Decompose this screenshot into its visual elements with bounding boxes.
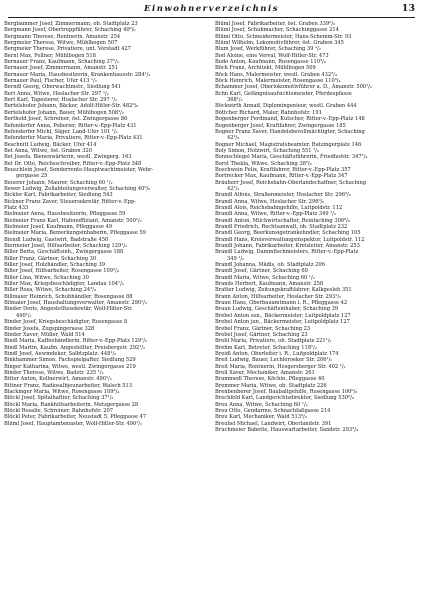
directory-entry: Platz 433 bbox=[4, 204, 29, 211]
directory-entry: Binder Doris, Angestelltesekretär, Wolf-Hitler-Str. bbox=[4, 306, 133, 313]
directory-entry: Bogner Michael, Magistratsbeamter, Ratzingerplatz 146 bbox=[215, 141, 362, 148]
directory-entry: Bet Josefa, Bienenwärterin, westl. Zwingerg. 163 bbox=[4, 154, 132, 161]
directory-entry: Blüml Otto, Schneidermeister, Hans-Schemm-Str. 93 bbox=[215, 33, 352, 40]
directory-entry: Biller Max, Kriegsbeschädigter, Landau 104¹/₂ bbox=[4, 281, 124, 288]
directory-entry: 368¹/₂ bbox=[227, 97, 243, 104]
directory-entry: Boly Simon, Holzwirt, Schaching 551 ¹/₂ bbox=[215, 147, 319, 154]
directory-entry: Bickler Karl, Fabrikarbeiter, Siedlung 543 bbox=[4, 192, 113, 199]
directory-entry: Biller Lina, Witwe, Schaching 30 bbox=[4, 274, 89, 281]
directory-entry: Biller Berta, Geschäftsinh., Zwingergasse 188 bbox=[4, 249, 124, 256]
page-header bbox=[8, 3, 415, 18]
directory-entry: Brebel Franz, Gärtner, Schaching 23 bbox=[215, 325, 311, 332]
directory-entry: Bitter Anton, Kellnerwirt, Amanstr. 490¹/₂ bbox=[4, 376, 112, 383]
directory-entry: Brenbenberer Josef, Baubaltgehilfe, Rosengasse 100⁰/₀ bbox=[215, 388, 358, 395]
directory-entry: Bernauer Franz, Kaufmann, Schaching 37¹/₂ bbox=[4, 59, 119, 66]
directory-entry: Boschwein Felix, Kraftfahrer, Ritter-v.-Epp-Platz 357 bbox=[215, 166, 351, 173]
directory-entry: Bchammer Josef, Oberlokomotivführer a. D., Amanstr. 500¹/₂ bbox=[215, 84, 372, 91]
directory-entry: Brandl Hans, Kreisverwaltungsinspektor, Luitpoldstr. 112 bbox=[215, 236, 365, 243]
directory-entry: Blackinger Maria, Witwe, Rosengasse 109³/₄ bbox=[4, 388, 120, 395]
directory-entry: Berthold Josef, Schreiner, öst. Zwingergasse 86 bbox=[4, 116, 128, 123]
directory-entry: Beschnitt Ludwig, Bäcker, Ufer 414 bbox=[4, 141, 97, 148]
left-column bbox=[4, 21, 204, 427]
directory-entry: Bchn Karl, Gefängnisaufsichtsmeister, Pferdespfasse bbox=[215, 90, 352, 97]
directory-entry: Breit Ludwig, Bauer, Lechleroeker Str. 206¹/₂ bbox=[215, 357, 333, 364]
directory-entry: Brandl Anna, Witwe, Ritter-v.-Epp-Platz 349 ¹/₂ bbox=[215, 211, 337, 218]
directory-entry: Breu Karl, Mechaniker, Wald 513³/₄ bbox=[215, 414, 307, 421]
directory-entry: Brandl Friedrich, Rechtsanwalt, ob. Stadtplatz 232 bbox=[215, 224, 348, 230]
directory-entry: Breil Xaver, Mechaniker, Amanstr. 261 bbox=[215, 369, 315, 376]
directory-entry: Böck Heinrich, Malermeister, Rosengasse 110³/₄ bbox=[215, 78, 341, 85]
directory-entry: Befenderfer Michl, Säger, Land-Ufer 101 ¹/₂ bbox=[4, 128, 118, 135]
directory-entry: Befenderfer Maria, Privatiere, Ritter-v.-Epp-Platz 431 bbox=[4, 135, 143, 142]
directory-entry: Bewer Ludwig, Zollabteilungsverwalter, Schaching 40⁰/₀ bbox=[4, 185, 151, 192]
directory-entry: gergasse 25 bbox=[16, 173, 48, 180]
page-number: 13 bbox=[401, 3, 415, 14]
directory-entry: Bittner Franz, Radiosalbjeunarbeiter, Walsch 513 bbox=[4, 382, 132, 389]
directory-entry: Bergmeier Therese, Witwe, Mühlbogen 507 bbox=[4, 40, 118, 47]
directory-entry: Brandl Johanna, Mädls, ob. Stadtplatz 206 bbox=[215, 262, 325, 269]
directory-entry: Brandl Alois, Reichsbahngehilfe, Luitpoldstr. 112 bbox=[215, 204, 343, 211]
directory-entry: Biller Franz, Gärtner, Schaching 30 bbox=[4, 255, 97, 262]
directory-entry: 42¹/₂ bbox=[227, 185, 240, 192]
directory-entry: Brandl Georg, Beerkunsigetrankehndler, Schaching 105 bbox=[215, 230, 361, 237]
directory-entry: 42¹/₂ bbox=[227, 135, 240, 142]
directory-entry: Blüml Josef, Fabrikarbeiter, öst. Graben 339⁰/₀ bbox=[215, 21, 335, 27]
directory-entry: Brebel Anton sen., Bäckermeister, Luitpoldplatz 127 bbox=[215, 312, 351, 319]
directory-entry: Brebel Josef, Gärtner, Schaching 23 bbox=[215, 331, 308, 338]
directory-entry: Brands Herbert, Kaufmann, Amanstr. 258 bbox=[215, 281, 324, 288]
directory-entry: Bräuherr Josef, Reichsbahn-Oberlandschaffner, Schaching bbox=[215, 179, 367, 186]
directory-entry: Bremmer Maria, Witwe, ob. Stadtplatz 226 bbox=[215, 382, 327, 389]
directory-entry: Brandl Ludwig, Dammfischmeisters, Ritter-v.-Epp-Platz bbox=[215, 249, 359, 256]
directory-entry: Böck Hans, Malermeister, westl. Graben 432³/₄ bbox=[215, 71, 337, 78]
directory-entry: Blöckl Josef, Spitalhaftier, Schaching 37¹/₂ bbox=[4, 395, 114, 402]
directory-entry: Bilmaier Josef, Haushaltungsverwalter, Amanstr. 290¹/₂ bbox=[4, 300, 147, 307]
directory-entry: Brammedl Therese, Köchin, Pfleggasse 40 bbox=[215, 376, 325, 383]
directory-entry: Bielmeier Maria, Bemerkungsinhaberin, Pfleggasse 59 bbox=[4, 230, 146, 237]
directory-entry: Borst Thekla, Witwe, Schaching 38⁰/₀ bbox=[215, 160, 312, 167]
page-title: Einwohnerverzeichnis bbox=[144, 4, 279, 14]
directory-entry: Blöckl Peter, Fabrikarbeiter, Neustadt 5. Pfleggasse 47 bbox=[4, 414, 147, 421]
directory-entry: Bod Aloine, eine Verval, Wolf-Hitler-Str. 473 bbox=[215, 52, 329, 59]
directory-entry: Blüml Josef, Hauptamtsmaster, Wolf-Hitler-Str. 490¹/₂ bbox=[4, 420, 142, 427]
directory-entry: Blum Josef, Werkführer, Schaching 39 ¹/₂ bbox=[215, 46, 321, 53]
directory-entry: Biller Rosa, Witwe, Schaching 24³/₄ bbox=[4, 287, 96, 294]
directory-entry: Brandl Anton, Milchwirtschafter, Reinfaching 306⁰/₀ bbox=[215, 217, 350, 224]
directory-entry: Brechfeld Karl, Landgerichtsdirektor, Siedlung 530⁰/₀ bbox=[215, 395, 354, 402]
directory-entry: Blöckl Rosalie, Schreiner, Bahnhofstr. 207 bbox=[4, 407, 114, 414]
directory-entry: Bergmann Josef, Obertruppführer, Schaching 40⁰/₀ bbox=[4, 27, 136, 34]
directory-entry: Brehm Karl, Betreter, Schaching 118¹/₂ bbox=[215, 344, 317, 351]
directory-entry: Brandl Johann, Fabrikarbeiter, Kreisleiter, Amanstr. 253 bbox=[215, 243, 360, 250]
directory-entry: Breidl Anton, Oberleiter i. R., Luitpoldplatz 174 bbox=[215, 350, 339, 357]
directory-entry: Bernauer Maria, Hausbesitzerin, Krankenhausstr. 284¹/₂ bbox=[4, 71, 151, 78]
directory-entry: Bickner Franz Zaver, Steuersekretär, Ritter-v.-Epp- bbox=[4, 198, 136, 205]
directory-entry: Billmaier Heinrich, Schuhhändler, Rosengasse 88 bbox=[4, 293, 133, 300]
directory-entry: Braun Ludwig, Geschäftsinhaber, Schaching 39 bbox=[215, 306, 339, 313]
directory-entry: Brann Anton, Hilfsarbeiter, Hoslacher Str. 293¹/₂ bbox=[215, 293, 342, 300]
directory-entry: Befenderfer Anna, Polierier, Ritter-v.-Epp-Platz 431 bbox=[4, 122, 137, 129]
directory-entry: Bielmeier Anna, Hausbesitzerin, Pfleggasse 59 bbox=[4, 211, 126, 218]
directory-entry: Bet Dr. Otto, Reichsschreiber, Ritter-v.-Epp-Platz 348 bbox=[4, 160, 142, 167]
directory-entry: Binder Josef, Kriegsbeschädigter, Rosengasse 8 bbox=[4, 319, 128, 326]
directory-entry: Bergbammer Josef, Zimmermann, ob. Stadtplatz 23 bbox=[4, 21, 138, 27]
directory-entry: Bet Anna, Witwe, öst. Graben 320 bbox=[4, 147, 92, 154]
directory-entry: Braun Hans, Oberbauamtmann i. R., Pfleggasse 42 bbox=[215, 300, 348, 307]
directory-entry: Bogenberger Josef, Kraftfahrer, Zwingergasse 185 bbox=[215, 122, 346, 129]
directory-entry: Bernauer Josef, Zimmermann, Amanstr. 251 bbox=[4, 65, 119, 72]
directory-entry: Binder Xaver, Müller, Wald 514 bbox=[4, 331, 85, 338]
directory-entry: Bindl Maria, Kaffeehändlerin, Ritter-v.-Epp-Platz 129¹/₂ bbox=[4, 338, 147, 345]
directory-entry: Bindl Martin, Kaufm. Angestellter, Preisbergstr. 292¹/₂ bbox=[4, 344, 146, 351]
directory-entry: Breuhel Michael, Landwirt, Oberlandstr. 391 bbox=[215, 420, 332, 427]
directory-entry: Biller Josef, Hilfsarbeiter, Rosengasse 109³/₄ bbox=[4, 268, 119, 275]
directory-entry: 490¹/₂ bbox=[16, 312, 32, 319]
directory-entry: Binger Katharina, Witwe, westl. Zwingergasse 219 bbox=[4, 363, 136, 370]
directory-entry: Blüml Josef, Schuhmacher, Schachinggasse 214 bbox=[215, 27, 339, 34]
directory-entry: Bodo Anton, Kaufmann, Rosengasse 110³/₄ bbox=[215, 59, 326, 66]
directory-entry: Binkhammer Simon, Fachspielpafter, Siedlung 529 bbox=[4, 357, 136, 364]
directory-entry: Bonnschlegel Maria, Geschäftsführerin, Friedhofstr. 347¹/₄ bbox=[215, 154, 368, 161]
directory-entry: Böttcher Richard, Maler, Bahnhofstr. 191 bbox=[215, 109, 322, 116]
directory-entry: Bernl Max, Fellner, Mühlbogen 518 bbox=[4, 52, 96, 59]
directory-entry: Blöckl Maria, Rankhilfsarbeiterin, Metzgergasse 28 bbox=[4, 401, 139, 408]
directory-entry: Bielmeier Josef, Kaufmann, Pfleggasse 49 bbox=[4, 224, 112, 230]
directory-entry: Binder Josefa, Zugspingerasse 328 bbox=[4, 325, 95, 332]
directory-entry: Breu Otto, Gendarme, Schnachfaßgasse 214 bbox=[215, 407, 331, 414]
directory-entry: Brandl Maria, Witwe, Schaching 60 ¹/₂ bbox=[215, 274, 315, 281]
directory-entry: Bogner Franz Xaver, Handelsbevollmächtigter, Schaching bbox=[215, 128, 365, 135]
directory-entry: Brandl Alfons, Straßenmeister, Hoslacher Str. 296⁰/₀ bbox=[215, 192, 351, 199]
right-column bbox=[215, 21, 415, 433]
directory-entry: Brebl Maria, Privatiere, ob. Stadtplatz 221¹/₂ bbox=[215, 338, 332, 345]
directory-entry: Bindl Josef, Auwmdeker, Salbtzplatz. 448¹/₂ bbox=[4, 350, 117, 357]
directory-entry: Bernauer Paul, Fischer, Ufer 413 ¹/₃ bbox=[4, 78, 97, 85]
directory-entry: Biller Josef, Holzhändler, Schaching 39 bbox=[4, 262, 106, 269]
directory-entry: Biermeier Josef, Hilfsarbeiter, Schaching 129¹/₂ bbox=[4, 243, 128, 250]
directory-entry: Bergmann Therese, Rentnerin, Amanstr. 254 bbox=[4, 33, 121, 40]
directory-entry: Bert Karl, Tapezierer, Hoslacher Str. 297 ¹/₂ bbox=[4, 97, 118, 104]
directory-entry: Bergmeier Therese, Privatiere, unt. Vorstadt 427 bbox=[4, 46, 131, 53]
directory-entry: Bertelshofer Johann, Bauer, Mühlbogen 508¹/₂ bbox=[4, 109, 124, 116]
directory-entry: Biendl Ludwig, Gastwirt, Badstraße 450 bbox=[4, 236, 109, 243]
directory-entry: 349 ¹/₂ bbox=[227, 255, 245, 262]
directory-entry: Berndl Georg, Oberwachtmstr., Siedlung 541 bbox=[4, 84, 122, 91]
directory-entry: Beuschlein Josef, Sonderrente-Hauptwachtmeister, Wehr- bbox=[4, 166, 154, 173]
directory-entry: Beuerer Johann, Maurer, Schaching 60 ¹/₂ bbox=[4, 179, 113, 186]
directory-entry: Blüml Wilhelm, Lokomotivführer, öst. Graben 345 bbox=[215, 40, 344, 47]
directory-entry: Bruchmeier Babette, Hauswartarbeiter, Sandstr. 293³/₄ bbox=[215, 427, 358, 433]
directory-entry: Brandl Josef, Gärtner, Schaching 60 bbox=[215, 268, 308, 275]
directory-entry: Bert Anna, Witwe, Hoslacher Str. 297 ¹/₂ bbox=[4, 90, 109, 97]
directory-entry: Binder Therese, Witwe, Badstr. 235 ¹/₂ bbox=[4, 369, 104, 376]
directory-entry: Brebel Anton jun., Bäckermeister, Luitpoldplatz 127 bbox=[215, 319, 350, 326]
directory-entry: Bratter Ludwig, Zeitungskraftfahrer, Kalkgesleh 351 bbox=[215, 287, 352, 294]
directory-entry: Bogenberger Ferdinand, Kutscher, Ritter-v.-Epp-Platz 148 bbox=[215, 116, 365, 123]
directory-entry: Breu Anna, Witwe, Schaching 60 ¹/₂ bbox=[215, 401, 308, 408]
directory-entry: Breit Maria, Rentnerin, Hesgersberger Str. 402 ¹/₂ bbox=[215, 363, 346, 370]
directory-entry: Brandl Anna, Witwe, Hoslacher Str. 296⁰/₀ bbox=[215, 198, 325, 205]
directory-entry: Böck Franz, Architekt, Mühlbogen 509 bbox=[215, 65, 316, 72]
directory-entry: Bortrecker Max, Kaufmann, Ritter-v.-Epp-Platz 347 bbox=[215, 173, 348, 180]
directory-entry: Böckwirth Annaif, Diplomingenieur, westl. Graben 444 bbox=[215, 103, 357, 110]
directory-entry: Bielmeier Franz Karl, Hafenoffiziant, Amanstr. 500¹/₂ bbox=[4, 217, 142, 224]
directory-entry: Bertelshofer Johann, Bäcker, Adolf-Hitler-Str. 482⁰/₀ bbox=[4, 103, 139, 110]
